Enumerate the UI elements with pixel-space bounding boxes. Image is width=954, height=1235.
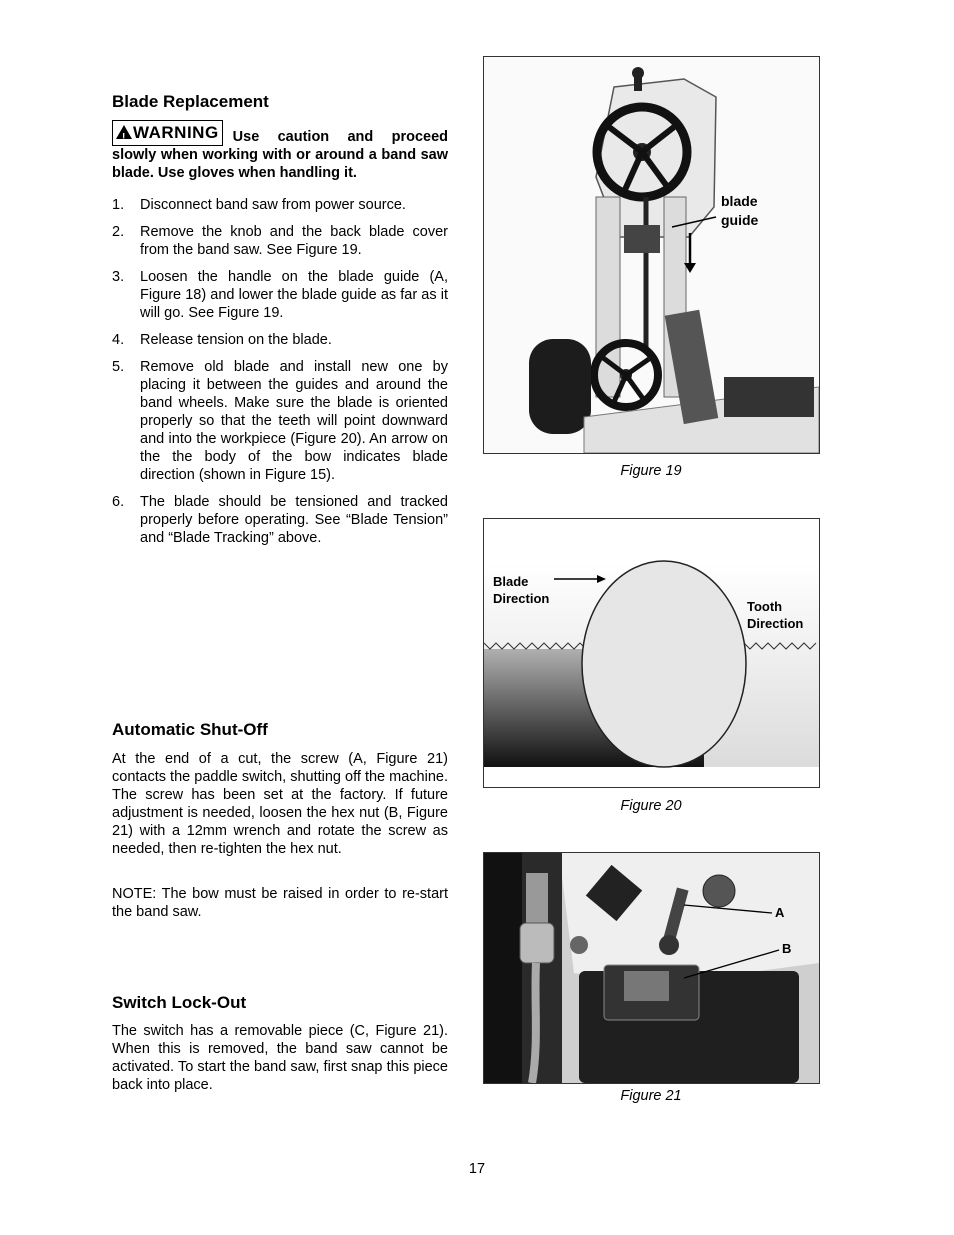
list-item: 5. Remove old blade and install new one by placing it between the guides and around the band wheels. Make sure the blade is oriented properly so that the teeth will point downward and into the workpiece (Figure 20). An arrow on the the body of the bow indicates blade direction (shown in Figure 15).	[112, 359, 448, 483]
list-item: 4. Release tension on the blade.	[112, 332, 332, 348]
caption-figure-21: Figure 21	[620, 1088, 682, 1104]
heading-automatic-shutoff: Automatic Shut-Off	[112, 720, 268, 739]
switch-photo-illustration	[484, 853, 819, 1083]
page-number: 17	[468, 1161, 486, 1177]
warning-triangle-icon	[116, 125, 132, 139]
label-b: B	[782, 941, 792, 956]
lockout-paragraph: The switch has a removable piece (C, Figure 21). When this is removed, the band saw cannot be activated. To start the band saw, first snap this piece back into place.	[112, 1023, 448, 1093]
label-blade-guide-2: guide	[721, 212, 759, 228]
bandsaw-illustration	[484, 57, 819, 453]
label-a: A	[775, 905, 785, 920]
label-blade-direction-2: Direction	[493, 591, 550, 606]
heading-switch-lockout: Switch Lock-Out	[112, 993, 247, 1012]
label-tooth-direction-1: Tooth	[747, 599, 783, 614]
shutoff-paragraph: At the end of a cut, the screw (A, Figure 21) contacts the paddle switch, shutting off the machine. The screw has been set at the factory. If future adjustment is needed, loosen the hex nut (B, Figure 21) with a 12mm wrench and rotate the screw as needed, then re-tighten the hex nut.	[112, 751, 448, 857]
label-blade-direction-1: Blade	[493, 574, 529, 589]
list-item: 2. Remove the knob and the back blade cover from the band saw. See Figure 19.	[112, 224, 448, 258]
warning-text: Use caution and proceed slowly when working with or around a band saw blade. Use gloves when handling it.	[112, 129, 448, 181]
figure-20-image	[483, 518, 820, 788]
warning-badge: !WARNING	[112, 120, 223, 146]
label-tooth-direction-2: Direction	[747, 616, 804, 631]
list-item: 3. Loosen the handle on the blade guide (A, Figure 18) and lower the blade guide as far as it will go. See Figure 19.	[112, 269, 448, 321]
blade-steps-list	[112, 196, 448, 556]
list-item: 6. The blade should be tensioned and tracked properly before operating. See “Blade Tension” and “Blade Tracking” above.	[112, 494, 448, 546]
caption-figure-19: Figure 19	[620, 463, 682, 479]
heading-blade-replacement: Blade Replacement	[112, 92, 269, 111]
figure-19-image	[483, 56, 820, 454]
warning-block	[112, 120, 448, 182]
figure-21-image	[483, 852, 820, 1084]
label-blade-guide-1: blade	[721, 193, 758, 209]
list-item: 1. Disconnect band saw from power source.	[112, 197, 406, 213]
shutoff-note: NOTE: The bow must be raised in order to re-start the band saw.	[112, 886, 448, 920]
caption-figure-20: Figure 20	[620, 798, 682, 814]
blade-direction-diagram	[484, 519, 819, 787]
